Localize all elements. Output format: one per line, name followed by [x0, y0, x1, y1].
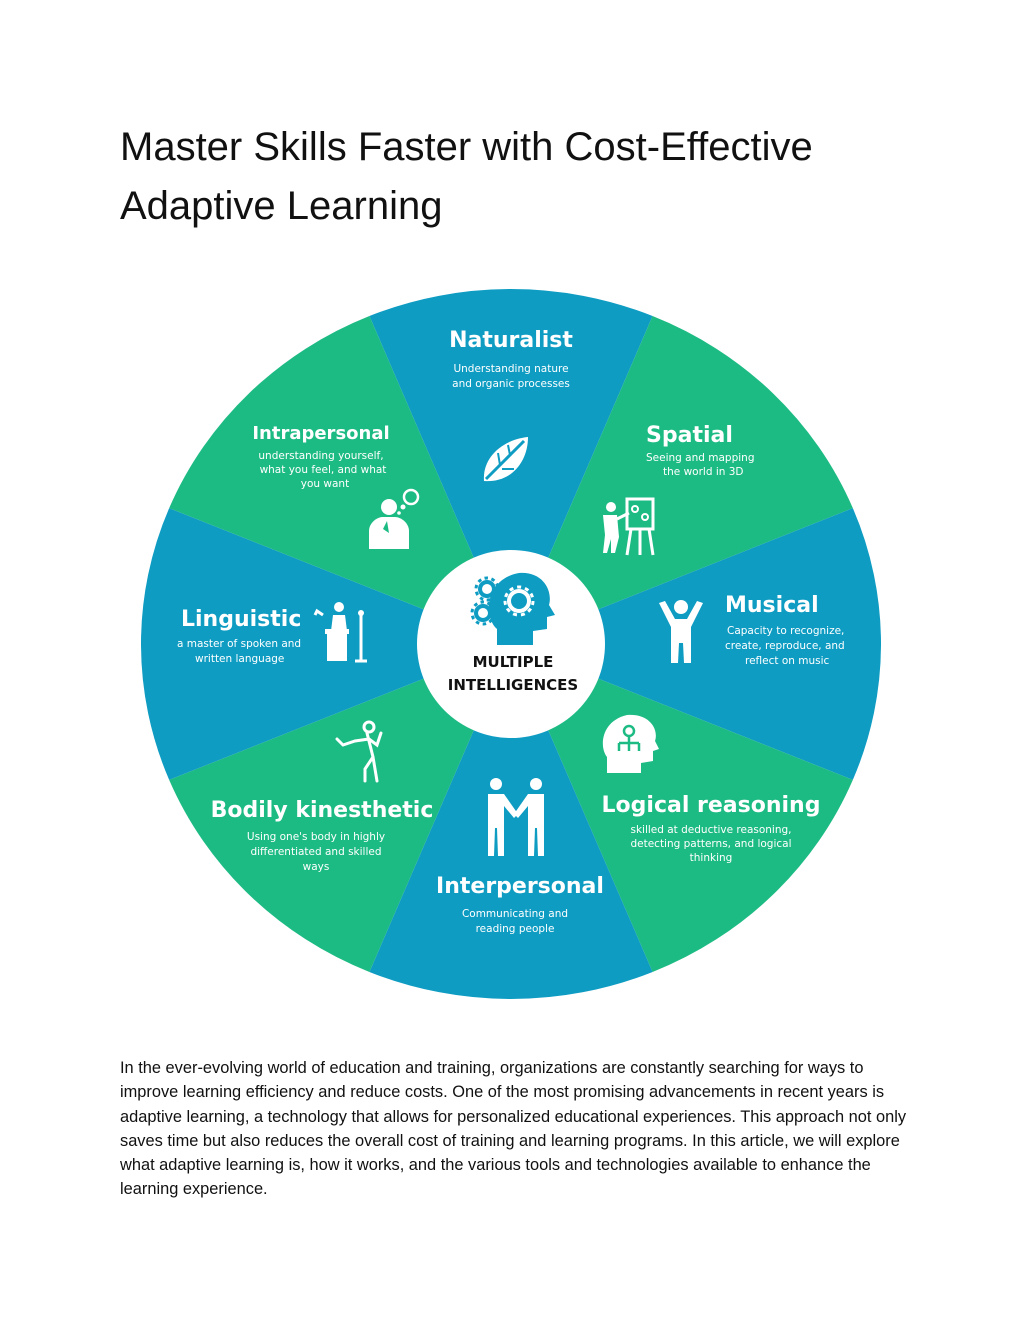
segment-desc-logical-3: thinking: [689, 852, 733, 864]
segment-desc-bodily-3: ways: [302, 861, 330, 873]
segment-desc-naturalist-2: and organic processes: [452, 378, 570, 390]
segment-title-spatial: Spatial: [646, 423, 733, 448]
center-label-line2: INTELLIGENCES: [447, 676, 579, 694]
segment-desc-intrapersonal-1: understanding yourself,: [258, 450, 384, 462]
multiple-intelligences-wheel: [141, 281, 881, 1001]
segment-desc-logical-1: skilled at deductive reasoning,: [630, 824, 792, 836]
segment-desc-bodily-2: differentiated and skilled: [250, 846, 382, 858]
segment-desc-musical-1: Capacity to recognize,: [727, 625, 845, 637]
segment-title-interpersonal: Interpersonal: [436, 874, 604, 899]
segment-desc-naturalist-1: Understanding nature: [453, 363, 569, 375]
segment-desc-linguistic-2: written language: [195, 653, 285, 665]
segment-desc-musical-3: reflect on music: [745, 655, 830, 667]
segment-desc-musical-2: create, reproduce, and: [725, 640, 845, 652]
segment-musical: [659, 593, 845, 667]
segment-title-intrapersonal: Intrapersonal: [252, 423, 390, 444]
segment-title-logical: Logical reasoning: [601, 793, 821, 818]
segment-desc-linguistic-1: a master of spoken and: [177, 638, 302, 650]
segment-title-musical: Musical: [725, 593, 819, 618]
segment-desc-spatial-2: the world in 3D: [663, 466, 744, 478]
center-label-line1: MULTIPLE: [472, 653, 554, 671]
segment-desc-interpersonal-1: Communicating and: [461, 908, 569, 920]
segment-desc-bodily-1: Using one's body in highly: [246, 831, 386, 843]
segment-title-naturalist: Naturalist: [449, 328, 573, 353]
center-hub: [417, 550, 605, 738]
segment-title-bodily: Bodily kinesthetic: [210, 798, 434, 823]
segment-desc-intrapersonal-3: you want: [300, 478, 350, 490]
segment-desc-interpersonal-2: reading people: [475, 923, 555, 935]
segment-desc-intrapersonal-2: what you feel, and what: [259, 464, 387, 476]
segment-desc-spatial-1: Seeing and mapping: [646, 452, 755, 464]
page-title: Master Skills Faster with Cost-Effective Adaptive Learning: [120, 125, 813, 228]
segment-title-linguistic: Linguistic: [181, 607, 302, 632]
segment-desc-logical-2: detecting patterns, and logical: [630, 838, 792, 850]
intro-paragraph: In the ever-evolving world of education and training, organizations are constantly searching for ways to improve learning efficiency and reduce costs. One of the most promising advancements in recent years is adaptive learning, a technology that allows for personalized educational experiences. This approach not only saves time but also reduces the overall cost of training and learning programs. In this article, we will explore what adaptive learning is, how it works, and the various tools and technologies available to enhance the learning experience.: [120, 1059, 907, 1199]
